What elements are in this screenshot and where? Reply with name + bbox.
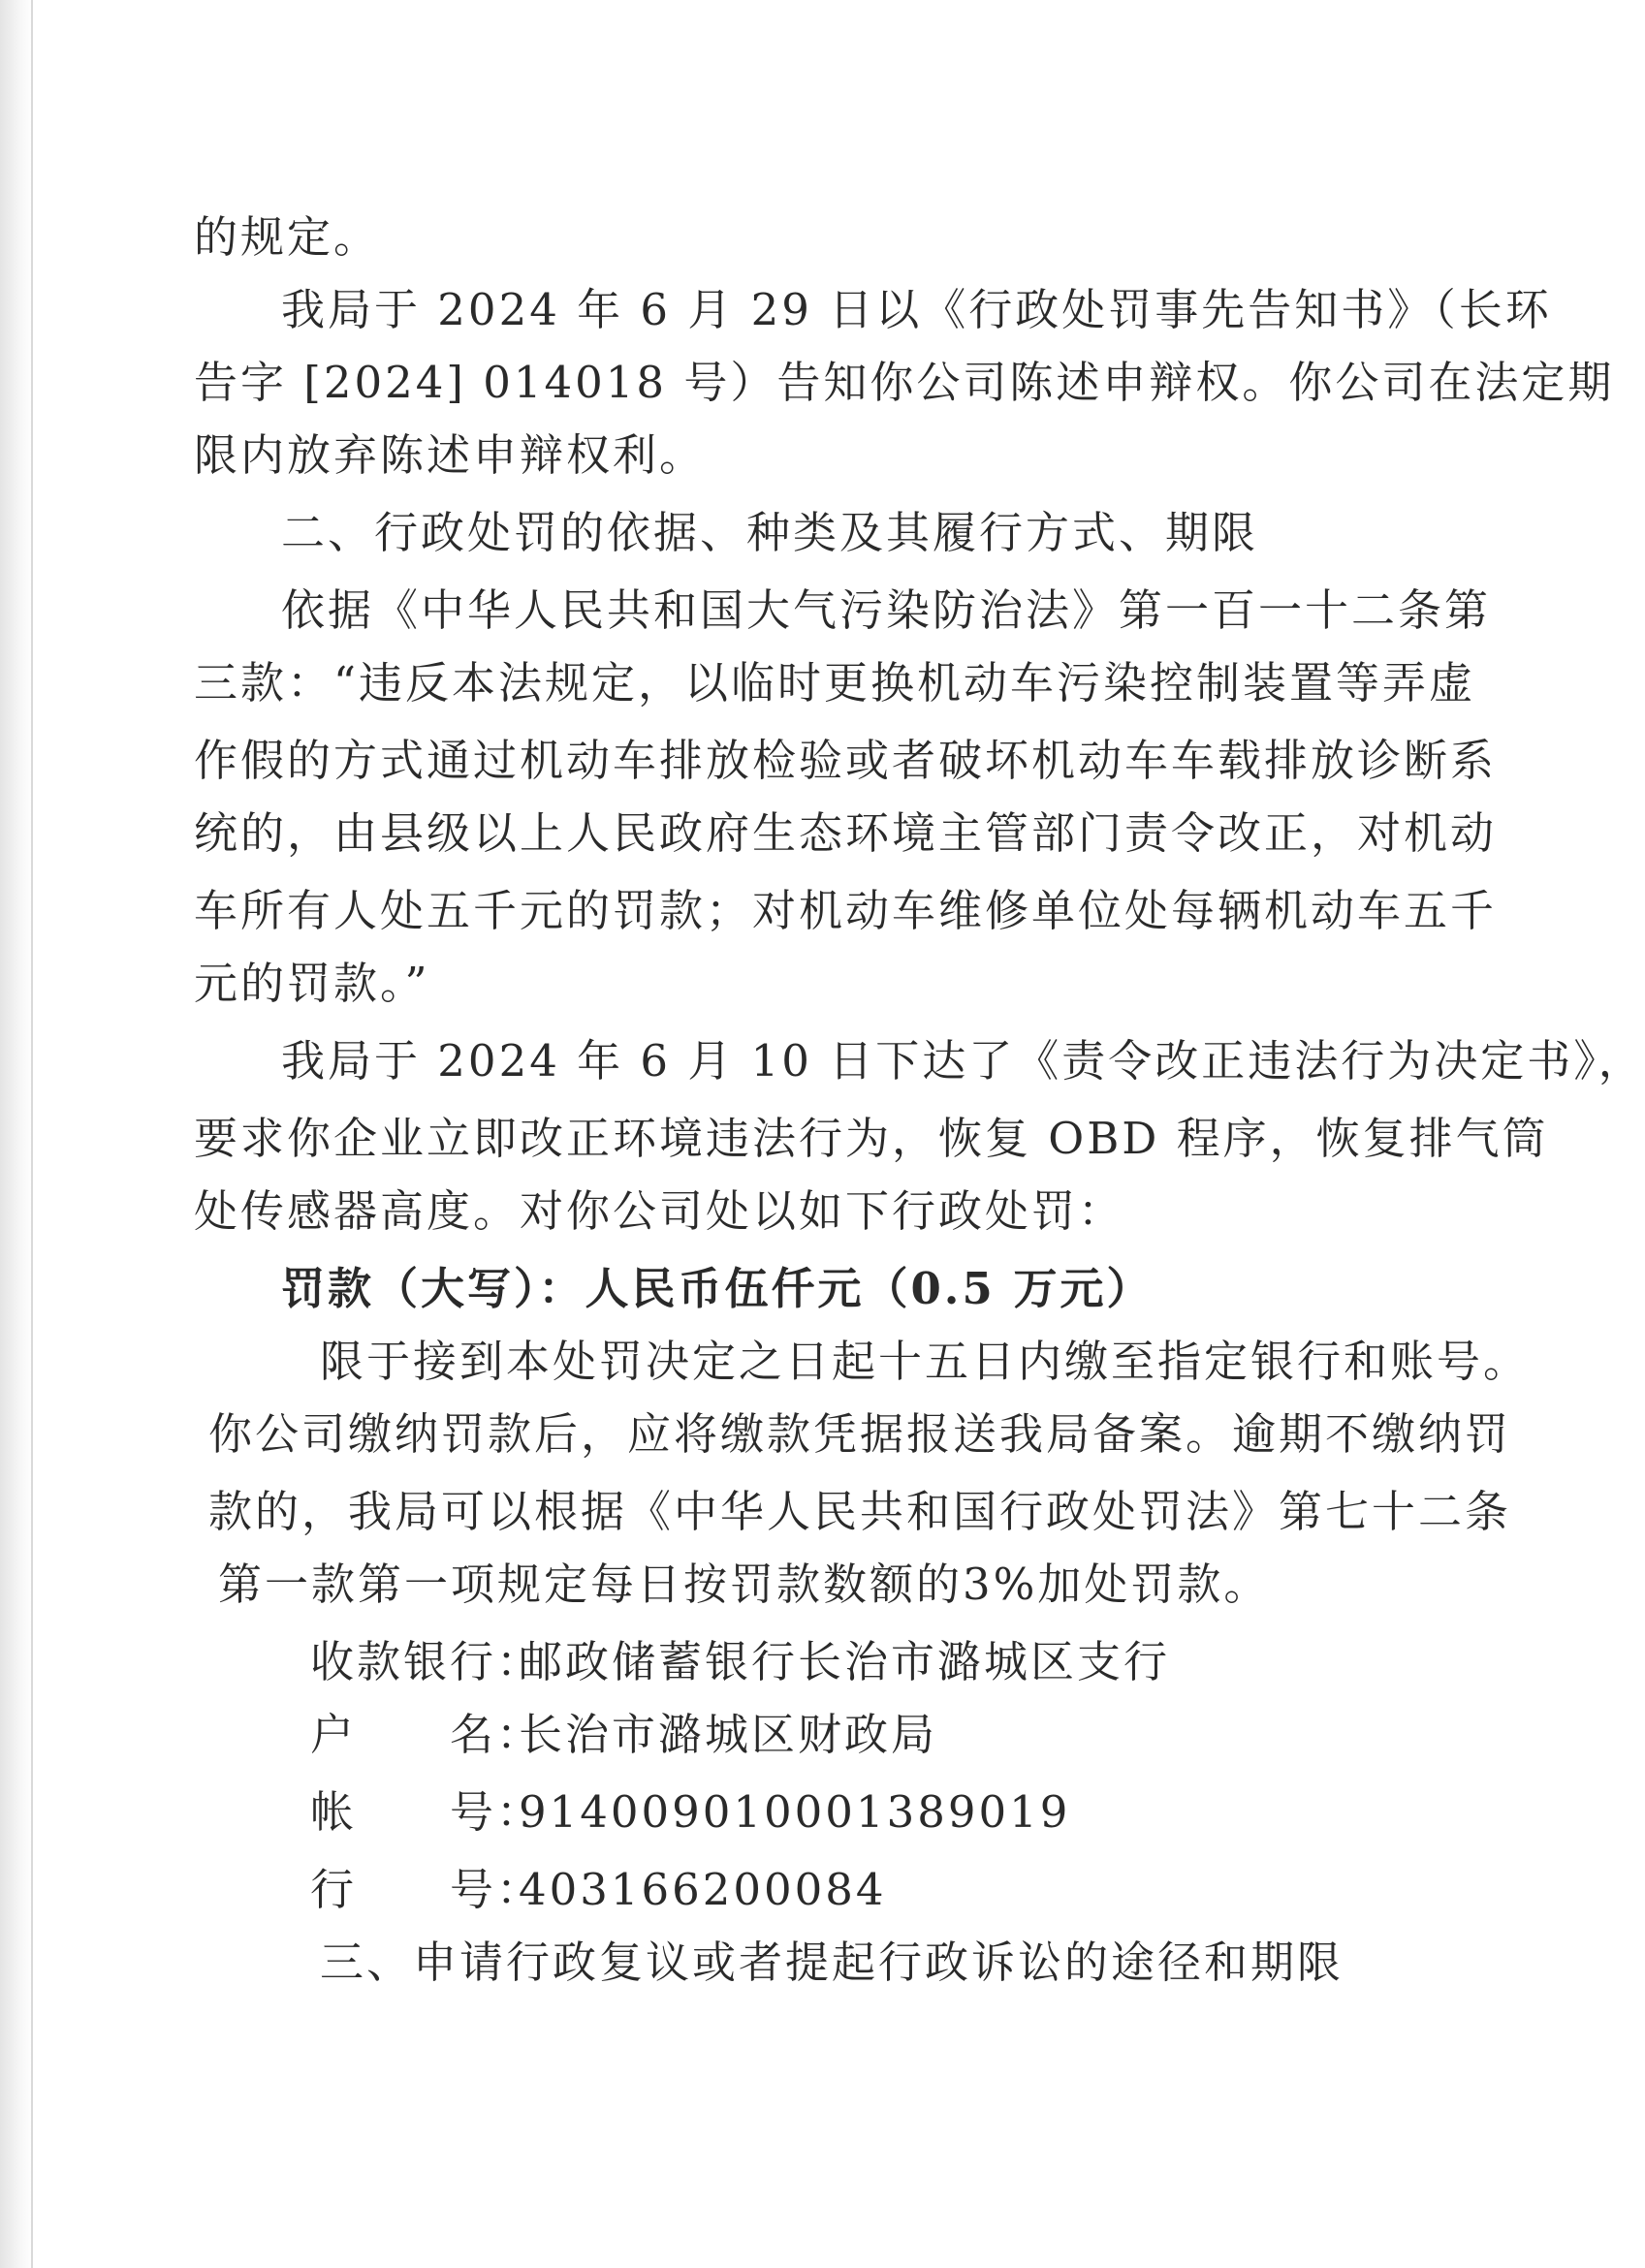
text-line-12: 我局于 2024 年 6 月 10 日下达了《责令改正违法行为决定书》，: [281, 1035, 1645, 1087]
payment-account-number-label: 帐 号：: [310, 1786, 544, 1838]
payment-account-number-row: [310, 1774, 1070, 1851]
payment-bank-number-label: 行 号：: [310, 1864, 544, 1915]
payment-bank-number-row: [310, 1851, 887, 1929]
section-heading-three: 三、申请行政复议或者提起行政诉讼的途径和期限: [320, 1937, 1344, 1988]
text-line-6: 依据《中华人民共和国大气污染防治法》第一百一十二条第: [281, 584, 1492, 636]
text-line-18: 款的，我局可以根据《中华人民共和国行政处罚法》第七十二条: [208, 1486, 1512, 1537]
text-line-13: 要求你企业立即改正环境违法行为，恢复 OBD 程序，恢复排气筒: [194, 1113, 1549, 1164]
text-line-14: 处传感器高度。对你公司处以如下行政处罚：: [194, 1185, 1125, 1237]
text-line-2: 我局于 2024 年 6 月 29 日以《行政处罚事先告知书》（长环: [281, 284, 1552, 335]
text-line-10: 车所有人处五千元的罚款；对机动车维修单位处每辆机动车五千: [194, 885, 1498, 936]
text-line-16: 限于接到本处罚决定之日起十五日内缴至指定银行和账号。: [320, 1336, 1531, 1387]
payment-bank-row: [310, 1623, 1170, 1701]
text-line-9: 统的，由县级以上人民政府生态环境主管部门责令改正，对机动: [194, 807, 1498, 859]
fine-amount-line: 罚款（大写）：人民币伍仟元（0.5 万元）: [281, 1263, 1154, 1314]
payment-account-number-value: 914009010001389019: [519, 1786, 1071, 1838]
payment-bank-number-value: 403166200084: [519, 1864, 887, 1915]
payment-account-name-row: [310, 1696, 937, 1774]
section-heading-two: 二、行政处罚的依据、种类及其履行方式、期限: [281, 507, 1259, 558]
text-line-3: 告字 [2024] 014018 号）告知你公司陈述申辩权。你公司在法定期: [194, 357, 1615, 408]
payment-bank-value: 邮政储蓄银行长治市潞城区支行: [519, 1636, 1171, 1687]
text-line-4: 限内放弃陈述申辩权利。: [194, 429, 707, 481]
text-line-8: 作假的方式通过机动车排放检验或者破坏机动车车载排放诊断系: [194, 735, 1498, 786]
text-line-11: 元的罚款。”: [194, 958, 430, 1009]
payment-account-name-label: 户 名：: [310, 1709, 544, 1760]
text-line-17: 你公司缴纳罚款后，应将缴款凭据报送我局备案。逾期不缴纳罚: [208, 1408, 1512, 1460]
text-line-19: 第一款第一项规定每日按罚款数额的3%加处罚款。: [218, 1559, 1271, 1610]
payment-account-name-value: 长治市潞城区财政局: [519, 1709, 938, 1760]
text-line-7: 三款：“违反本法规定，以临时更换机动车污染控制装置等弄虚: [194, 657, 1476, 709]
payment-bank-label: 收款银行：: [310, 1636, 544, 1687]
text-line-1: 的规定。: [194, 211, 381, 263]
